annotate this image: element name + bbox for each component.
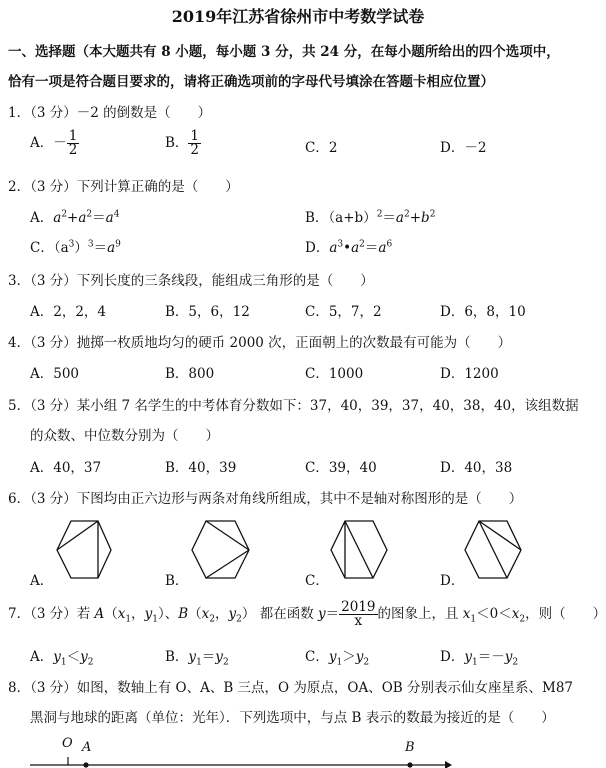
number-line-label-a: A: [82, 740, 92, 755]
q3-option-d: D．6，8，10: [440, 304, 526, 320]
q5-stem-line1: 5．（3 分）某小组 7 名学生的中考体育分数如下：37，40，39，37，40，38，40，该组数据: [8, 398, 579, 414]
q6-stem: 6．（3 分）下图均由正六边形与两条对角线所组成，其中不是轴对称图形的是（ ）: [8, 491, 523, 507]
q7-option-a: A．$y_1<y_2$: [30, 649, 94, 668]
q6-option-c: C．: [305, 573, 329, 589]
q4-option-d: D．1200: [440, 366, 499, 382]
q3-option-b: B．5，6，12: [165, 304, 250, 320]
q6-option-a: A．: [30, 573, 54, 589]
number-line-point-a: [83, 762, 88, 767]
number-line-point-b: [407, 762, 412, 767]
number-line-label-o: O: [62, 736, 73, 751]
q4-option-b: B．800: [165, 366, 215, 382]
q7-option-d: D．$y_1=-y_2$: [440, 649, 519, 668]
q7-option-c: C．$y_1>y_2$: [305, 649, 370, 668]
q1-option-a: A．－ $\frac{1}{2}$: [30, 128, 78, 158]
section-heading-line1: 一、选择题（本大题共有 8 小题，每小题 3 分，共 24 分，在每小题所给出的四个选项中，: [8, 44, 560, 60]
q3-option-a: A．2，2，4: [30, 304, 107, 320]
number-line-arrow: [445, 761, 452, 768]
q4-stem: 4．（3 分）抛掷一枚质地均匀的硬币 2000 次，正面朝上的次数最有可能为（ ）: [8, 335, 512, 351]
q5-option-c: C．39，40: [305, 460, 377, 476]
q2-option-a: A．$a^2+a^2=a^4$: [30, 209, 120, 226]
page-title: 2019年江苏省徐州市中考数学试卷: [171, 7, 425, 26]
q3-option-c: C．5，7，2: [305, 304, 382, 320]
q2-option-c: C．$(a^3)^3=a^9$: [30, 239, 121, 256]
q2-option-d: D．$a^3•a^2=a^6$: [305, 239, 393, 256]
q7-stem: 7．（3 分）若 $A(x_1$，$y_1$）、$B(x_2$，$y_2$） 都在函数 y＝ $\frac{2019}{x}$ 的图象上，且 $x_1<0<x_2$，则（ ）: [8, 599, 606, 629]
q1-option-d: D．－2: [440, 140, 487, 156]
q6-option-b: B．: [165, 573, 189, 589]
number-line-label-b: B: [405, 740, 415, 755]
section-heading-line2: 恰有一项是符合题目要求的，请将正确选项前的字母代号填涂在答题卡相应位置）: [8, 74, 494, 90]
q1-stem: 1．（3 分）－2 的倒数是（ ）: [8, 105, 212, 121]
q7-fraction-denominator: x: [354, 613, 363, 629]
q1-option-b: B． $\frac{1}{2}$: [165, 128, 200, 158]
q2-stem: 2．（3 分）下列计算正确的是（ ）: [8, 179, 239, 195]
q1-option-c: C．2: [305, 140, 338, 156]
q6-option-d: D．: [440, 573, 465, 589]
q5-option-b: B．40，39: [165, 460, 237, 476]
q8-stem-line1: 8．（3 分）如图，数轴上有 O、A、B 三点，O 为原点，OA、OB 分别表示仙女座星系、M87: [8, 680, 573, 696]
q8-stem-line2: 黑洞与地球的距离（单位：光年）．下列选项中，与点 B 表示的数最为接近的是（ ）: [30, 710, 555, 726]
q5-option-a: A．40，37: [30, 460, 102, 476]
q3-stem: 3．（3 分）下列长度的三条线段，能组成三角形的是（ ）: [8, 273, 374, 289]
q4-option-a: A．500: [30, 366, 80, 382]
q7-fraction-numerator: 2019: [341, 599, 376, 615]
q5-stem-line2: 的众数、中位数分别为（ ）: [30, 428, 219, 444]
q5-option-d: D．40，38: [440, 460, 513, 476]
q7-option-b: B．$y_1=y_2$: [165, 649, 229, 668]
q4-option-c: C．1000: [305, 366, 364, 382]
q2-option-b: B．$(a+b)^2=a^2+b^2$: [305, 209, 436, 226]
